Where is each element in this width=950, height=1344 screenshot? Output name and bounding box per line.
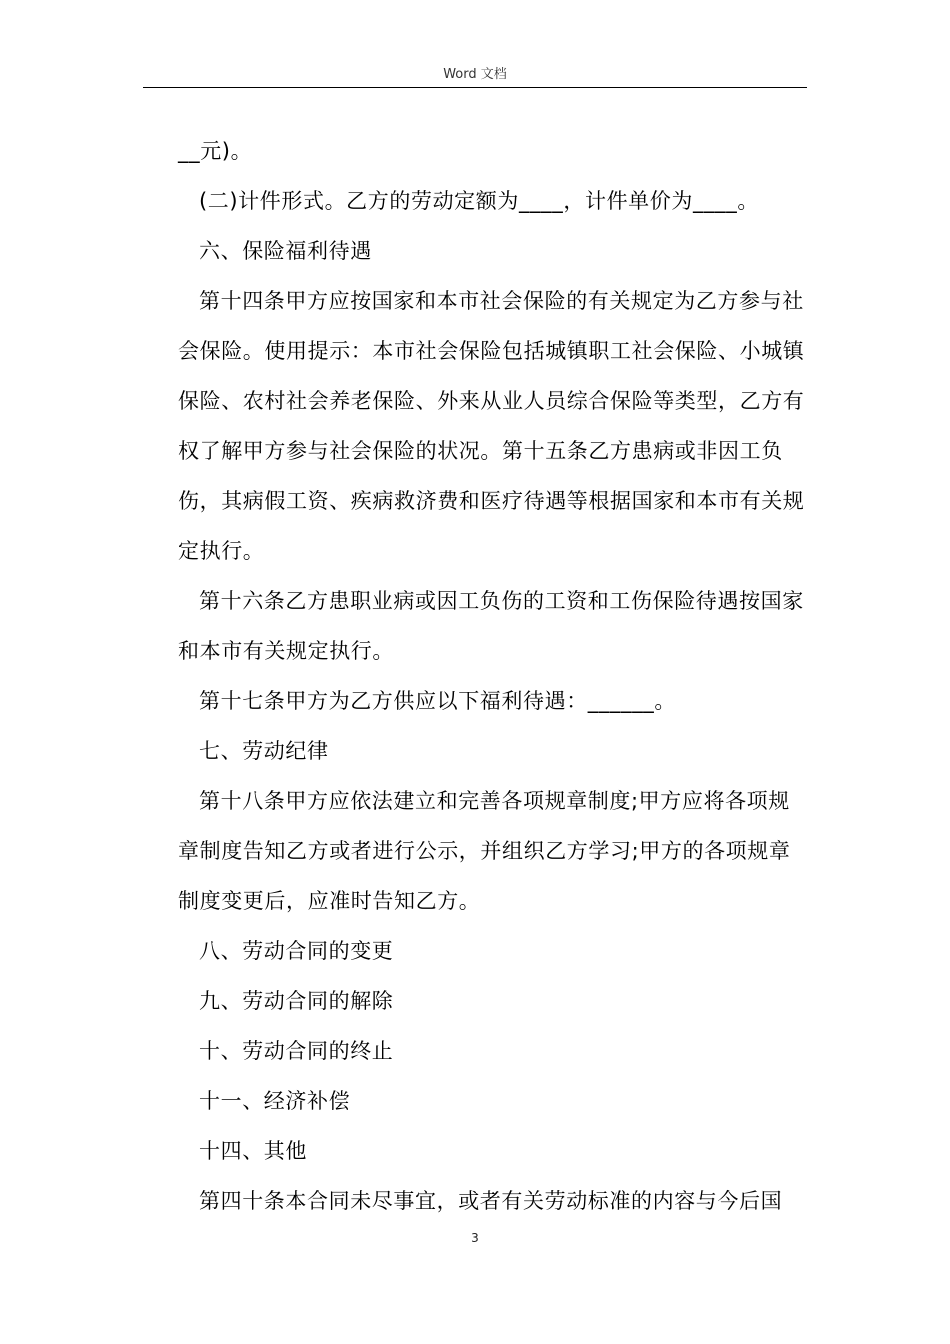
document-paragraph: 六、保险福利待遇: [199, 239, 372, 263]
document-paragraph: 七、劳动纪律: [199, 739, 329, 763]
document-paragraph: 第十八条甲方应依法建立和完善各项规章制度;甲方应将各项规章制度告知乙方或者进行公示，并组织乙方学习;甲方的各项规章制度变更后，应准时告知乙方。: [178, 789, 791, 913]
document-paragraph: 第四十条本合同未尽事宜，或者有关劳动标准的内容与今后国: [199, 1189, 783, 1213]
document-paragraph: 十、劳动合同的终止: [199, 1039, 394, 1063]
document-paragraph: 九、劳动合同的解除: [199, 989, 394, 1013]
document-paragraph: (二)计件形式。乙方的劳动定额为____，计件单价为____。: [199, 189, 759, 213]
document-paragraph: 第十四条甲方应按国家和本市社会保险的有关规定为乙方参与社会保险。使用提示：本市社会保险包括城镇职工社会保险、小城镇保险、农村社会养老保险、外来从业人员综合保险等类型，乙方有权了解甲方参与社会保险的状况。第十五条乙方患病或非因工负伤，其病假工资、疾病救济费和医疗待遇等根据国家和本市有关规定执行。: [178, 289, 805, 563]
header-divider: [143, 87, 807, 88]
page-header-title: Word 文档: [443, 67, 507, 82]
document-paragraph: 第十六条乙方患职业病或因工负伤的工资和工伤保险待遇按国家和本市有关规定执行。: [178, 589, 804, 663]
page-number: 3: [471, 1231, 479, 1245]
document-paragraph: 八、劳动合同的变更: [199, 939, 394, 963]
document-paragraph: 第十七条甲方为乙方供应以下福利待遇：______。: [199, 689, 676, 713]
document-paragraph: __元)。: [178, 139, 253, 163]
document-body: [178, 126, 808, 1226]
document-paragraph: 十四、其他: [199, 1139, 307, 1163]
document-paragraph: 十一、经济补偿: [199, 1089, 351, 1113]
